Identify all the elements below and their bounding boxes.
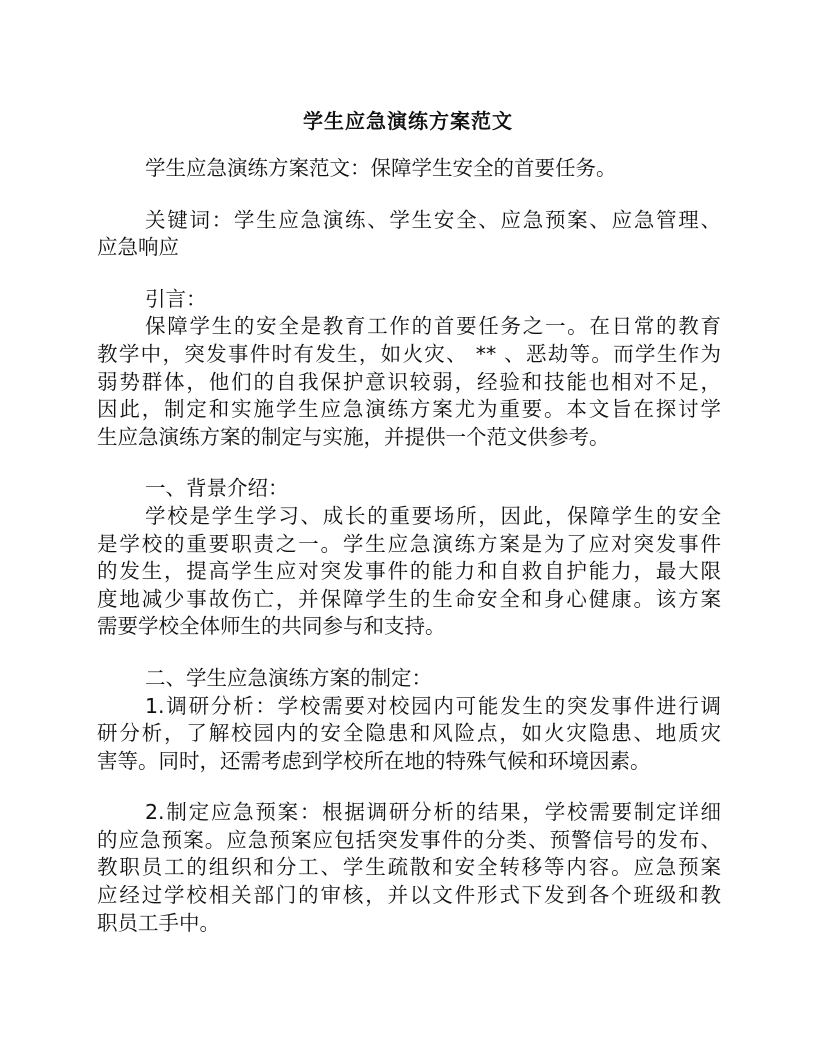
paragraph — [97, 207, 721, 262]
text-line: 是学校的重要职责之一。学生应急演练方案是为了应对突发事件 — [97, 531, 721, 556]
text-line: 应经过学校相关部门的审核，并以文件形式下发到各个班级和教 — [97, 883, 721, 908]
paragraph — [97, 313, 721, 451]
section-block — [97, 286, 721, 452]
text-line: 因此，制定和实施学生应急演练方案尤为重要。本文旨在探讨学 — [97, 397, 721, 422]
section-block — [97, 799, 721, 937]
text-line: 职员工手中。 — [97, 910, 220, 935]
section-block — [97, 155, 721, 183]
text-line: 教职员工的组织和分工、学生疏散和安全转移等内容。应急预案 — [97, 855, 721, 880]
paragraph — [97, 799, 721, 937]
paragraph — [97, 503, 721, 641]
text-line: 应急响应 — [97, 235, 179, 260]
paragraph — [97, 155, 721, 183]
paragraph — [97, 665, 721, 693]
text-line: 的应急预案。应急预案应包括突发事件的分类、预警信号的发布、 — [97, 827, 721, 852]
document-title: 学生应急演练方案范文 — [303, 109, 513, 133]
paragraph — [97, 693, 721, 776]
paragraph — [97, 286, 721, 314]
text-line: 引言： — [145, 286, 207, 311]
text-line: 弱势群体，他们的自我保护意识较弱，经验和技能也相对不足， — [97, 369, 721, 394]
text-line: 2.制定应急预案：根据调研分析的结果，学校需要制定详细 — [145, 800, 721, 825]
text-line: 生应急演练方案的制定与实施，并提供一个范文供参考。 — [97, 424, 610, 449]
section-block — [97, 475, 721, 641]
text-line: 害等。同时，还需考虑到学校所在地的特殊气候和环境因素。 — [97, 748, 651, 773]
document-body — [97, 155, 721, 961]
paragraph — [97, 475, 721, 503]
text-line: 度地减少事故伤亡，并保障学生的生命安全和身心健康。该方案 — [97, 586, 721, 611]
text-line: 学校是学生学习、成长的重要场所，因此，保障学生的安全 — [145, 503, 721, 528]
text-line: 需要学校全体师生的共同参与和支持。 — [97, 614, 446, 639]
text-line: 教学中，突发事件时有发生，如火灾、 ** 、恶劫等。而学生作为 — [97, 341, 721, 366]
section-block — [97, 665, 721, 775]
text-line: 保障学生的安全是教育工作的首要任务之一。在日常的教育 — [145, 314, 721, 339]
text-line: 关键词：学生应急演练、学生安全、应急预案、应急管理、 — [145, 207, 721, 232]
text-line: 研分析，了解校园内的安全隐患和风险点，如火灾隐患、地质灾 — [97, 721, 721, 746]
section-block — [97, 207, 721, 262]
text-line: 二、学生应急演练方案的制定： — [145, 665, 432, 690]
text-line: 学生应急演练方案范文：保障学生安全的首要任务。 — [145, 156, 617, 180]
text-line: 的发生，提高学生应对突发事件的能力和自救自护能力，最大限 — [97, 559, 721, 584]
text-line: 一、背景介绍： — [145, 476, 289, 501]
text-line: 1.调研分析：学校需要对校园内可能发生的突发事件进行调 — [145, 693, 721, 718]
